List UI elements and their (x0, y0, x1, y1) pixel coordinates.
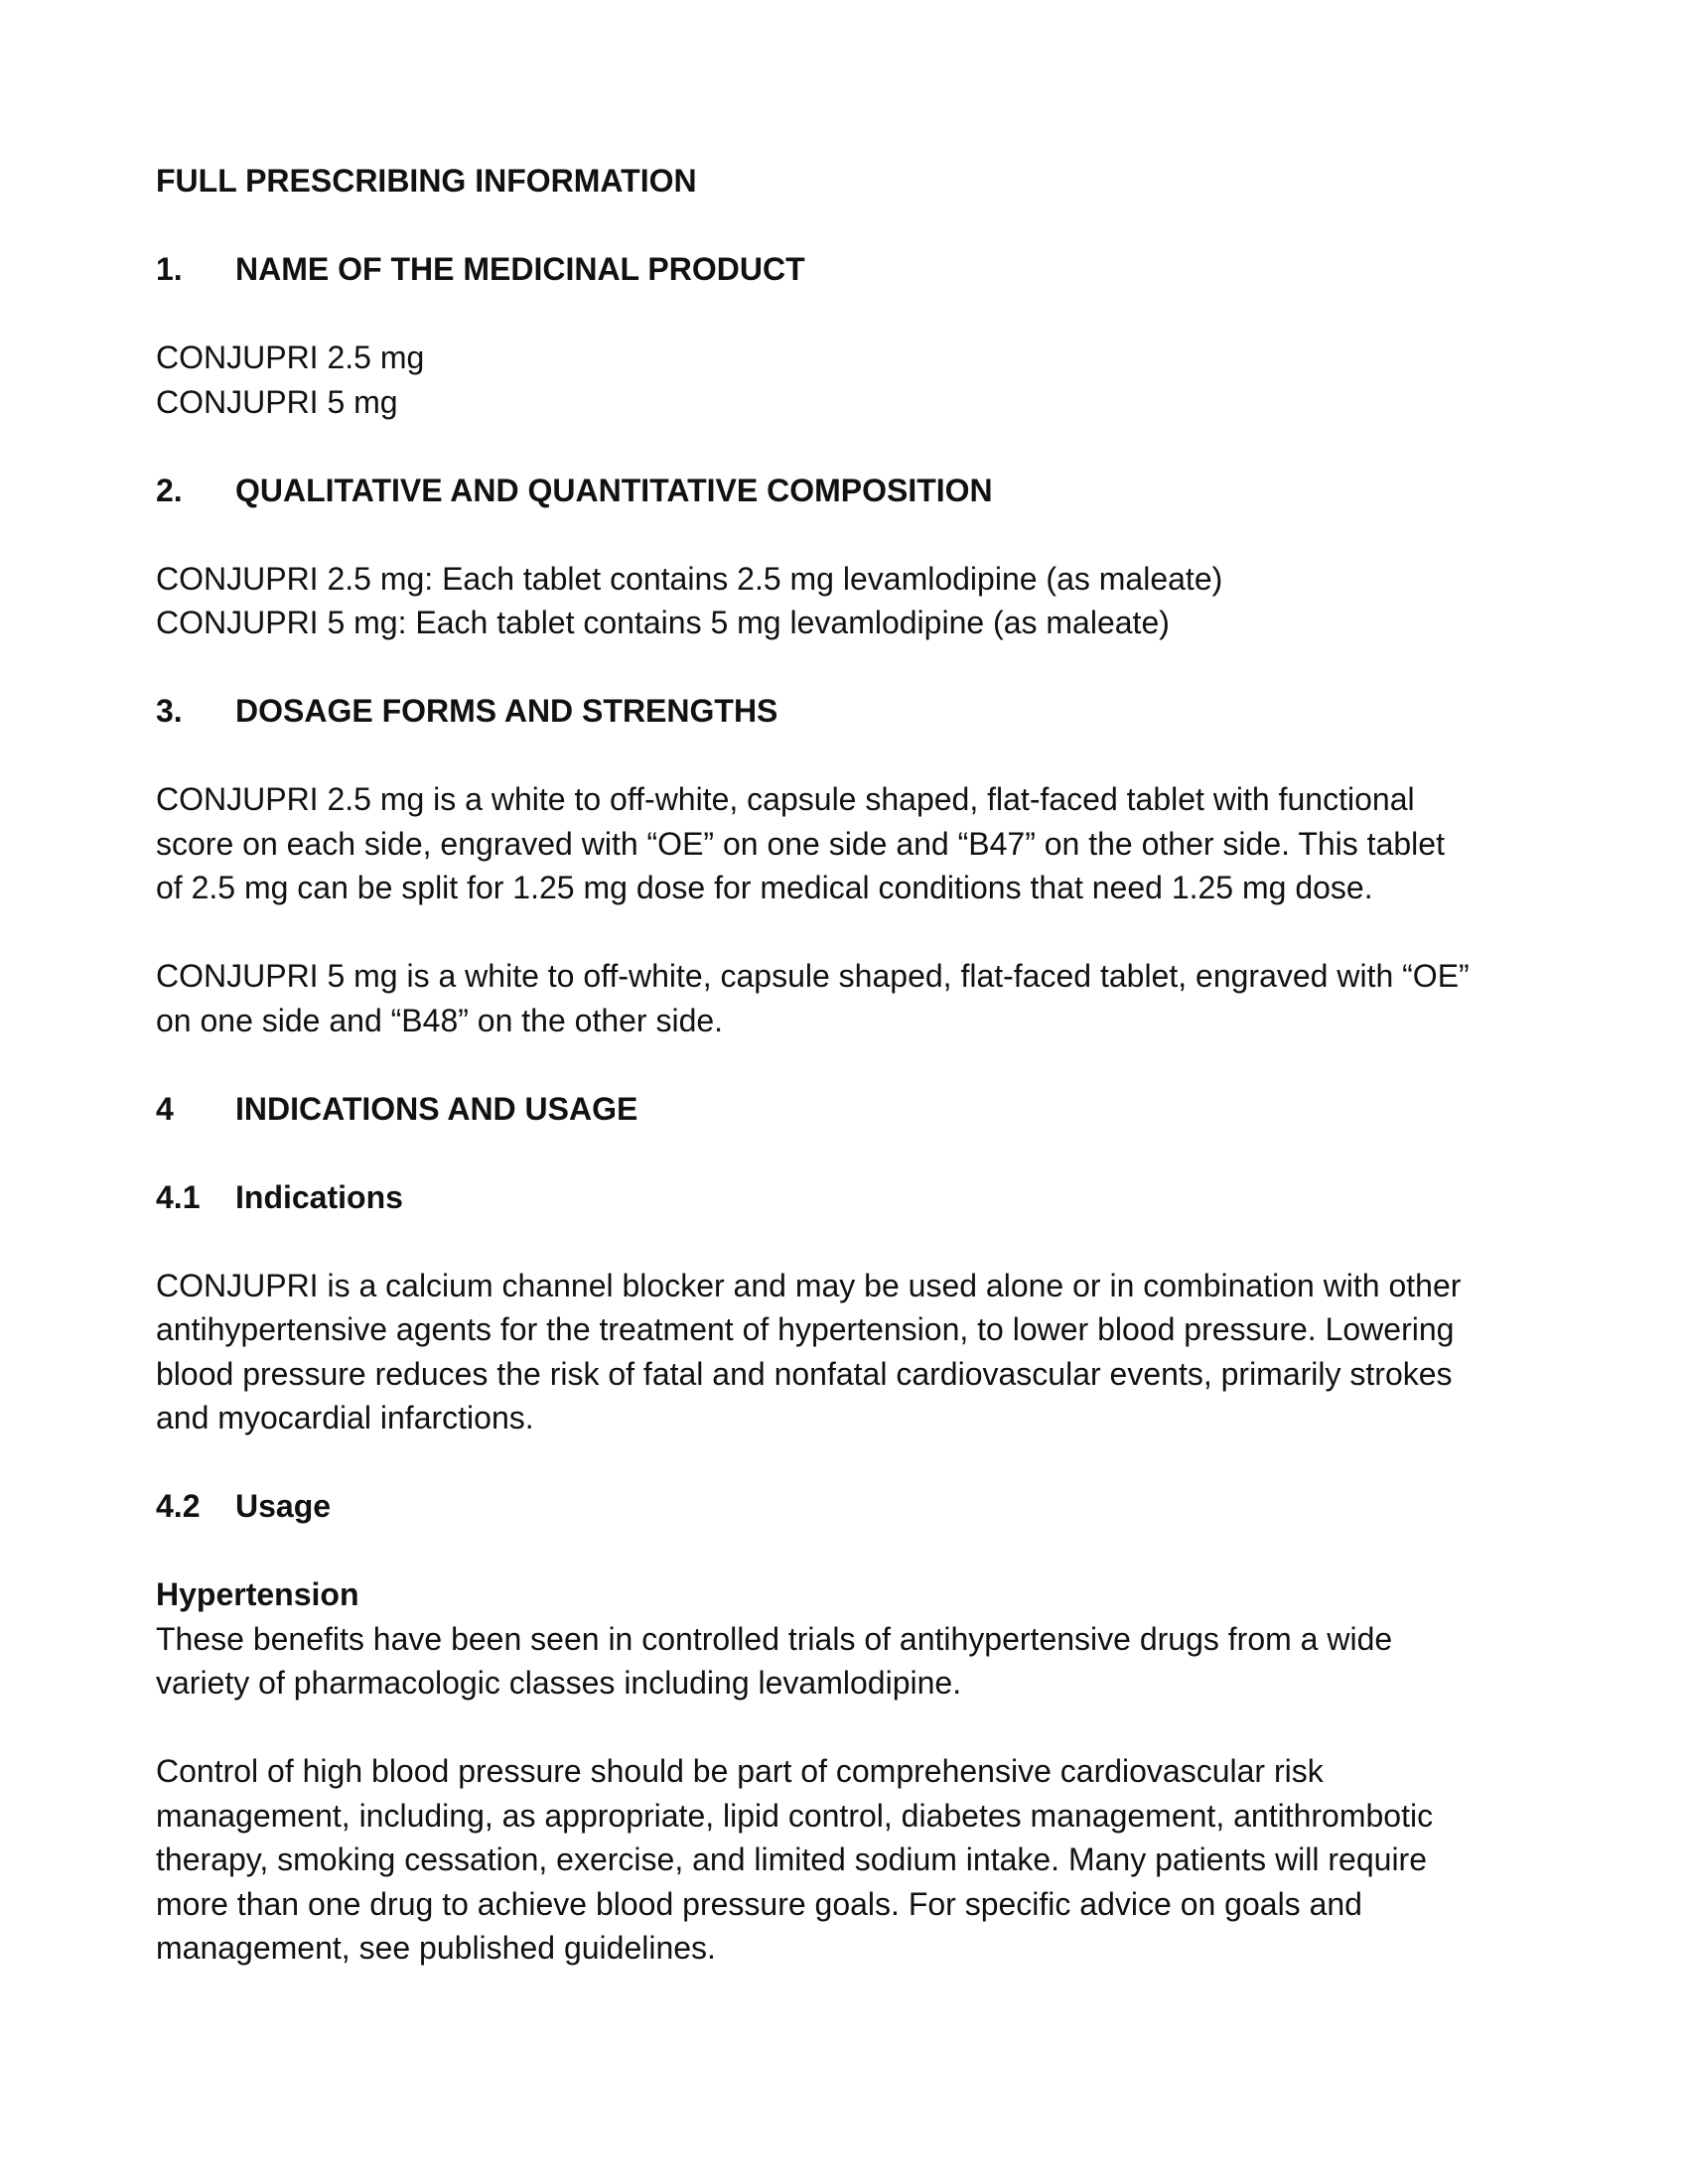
section-4-heading (156, 1087, 1546, 1132)
text-line: CONJUPRI 5 mg is a white to off-white, capsule shaped, flat-faced tablet, engraved with “OE” (156, 958, 1470, 994)
text-line: management, including, as appropriate, lipid control, diabetes management, antithrombotic (156, 1797, 1434, 1834)
section-4-1-heading (156, 1175, 1546, 1220)
text-line: blood pressure reduces the risk of fatal and nonfatal cardiovascular events, primarily strokes (156, 1355, 1453, 1392)
text-line: variety of pharmacologic classes including levamlodipine. (156, 1665, 962, 1701)
usage-control-text (156, 1749, 1546, 1971)
section-title: NAME OF THE MEDICINAL PRODUCT (235, 251, 805, 287)
product-names (156, 336, 1546, 424)
section-number: 4.2 (156, 1488, 201, 1524)
text-line: score on each side, engraved with “OE” on one side and “B47” on the other side. This tablet (156, 825, 1445, 862)
section-3-heading (156, 689, 1546, 734)
indications-text (156, 1264, 1546, 1440)
text-line: CONJUPRI 5 mg: Each tablet contains 5 mg levamlodipine (as maleate) (156, 605, 1170, 640)
text-line: of 2.5 mg can be split for 1.25 mg dose for medical conditions that need 1.25 mg dose. (156, 870, 1373, 905)
text-line: CONJUPRI 2.5 mg is a white to off-white, capsule shaped, flat-faced tablet with functional (156, 781, 1415, 817)
section-number: 4.1 (156, 1178, 201, 1215)
text-line: on one side and “B48” on the other side. (156, 1002, 724, 1038)
text-line: These benefits have been seen in controlled trials of antihypertensive drugs from a wide (156, 1620, 1393, 1657)
document-title: FULL PRESCRIBING INFORMATION (156, 163, 697, 199)
text-line: CONJUPRI 5 mg (156, 383, 398, 420)
text-line: more than one drug to achieve blood pressure goals. For specific advice on goals and (156, 1885, 1362, 1922)
text-line: CONJUPRI 2.5 mg: Each tablet contains 2.5 mg levamlodipine (as maleate) (156, 560, 1223, 597)
section-4-2-heading (156, 1484, 1546, 1529)
text-line: CONJUPRI 2.5 mg (156, 340, 425, 375)
section-number: 3. (156, 693, 183, 729)
section-number: 4 (156, 1090, 174, 1127)
section-1-heading (156, 247, 1546, 292)
section-title: Usage (235, 1488, 332, 1524)
section-title: Indications (235, 1178, 403, 1215)
dosage-form-5mg (156, 954, 1546, 1042)
section-title: QUALITATIVE AND QUANTITATIVE COMPOSITION (235, 472, 993, 508)
section-title: DOSAGE FORMS AND STRENGTHS (235, 693, 778, 729)
text-line: and myocardial infarctions. (156, 1400, 534, 1435)
text-line: management, see published guidelines. (156, 1930, 716, 1966)
section-number: 1. (156, 251, 183, 287)
text-line: therapy, smoking cessation, exercise, and limited sodium intake. Many patients will require (156, 1842, 1427, 1877)
document-body (156, 159, 1546, 2014)
section-number: 2. (156, 472, 183, 508)
text-line: antihypertensive agents for the treatment of hypertension, to lower blood pressure. Lowering (156, 1311, 1455, 1347)
text-line: Control of high blood pressure should be part of comprehensive cardiovascular risk (156, 1753, 1324, 1789)
section-title: INDICATIONS AND USAGE (235, 1090, 638, 1127)
usage-hypertension-text (156, 1572, 1546, 1706)
hypertension-subheading: Hypertension (156, 1576, 359, 1612)
text-line: CONJUPRI is a calcium channel blocker and may be used alone or in combination with other (156, 1267, 1462, 1303)
section-2-heading (156, 469, 1546, 513)
composition-text (156, 557, 1546, 645)
dosage-form-2-5mg (156, 777, 1546, 910)
